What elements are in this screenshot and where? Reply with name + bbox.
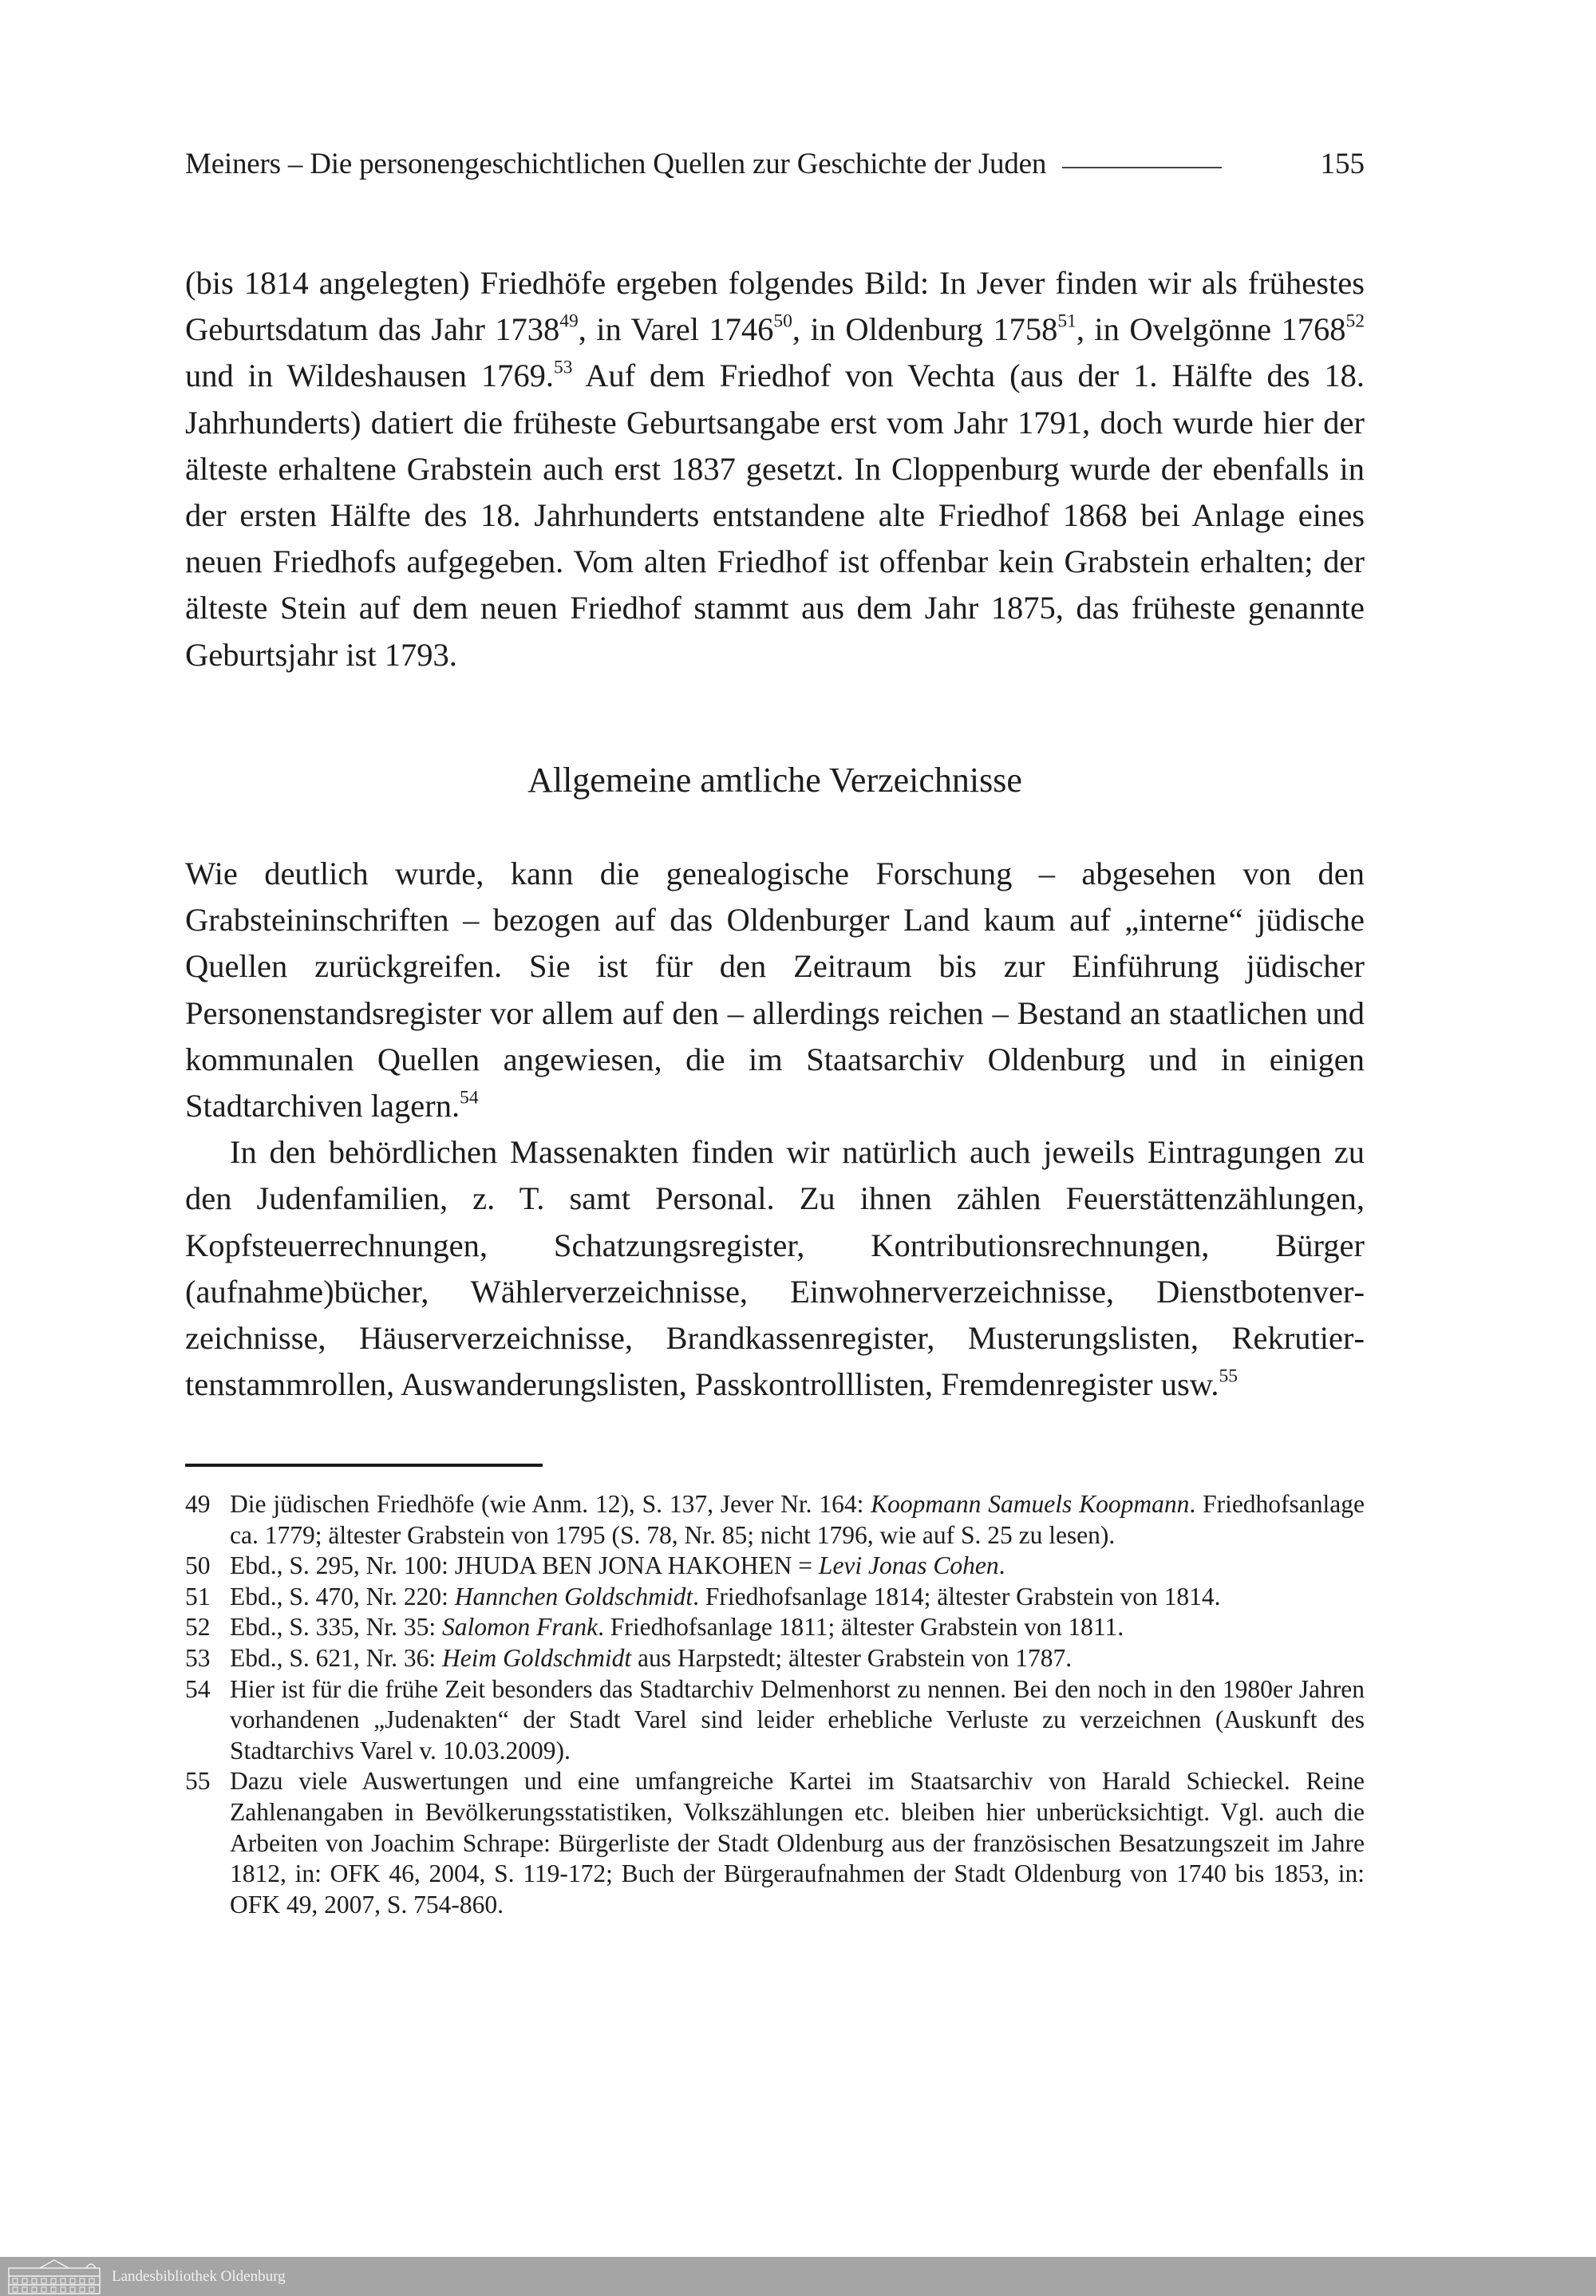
library-building-icon	[6, 2258, 102, 2294]
footnote-55	[185, 1766, 1365, 1920]
footnote-reference[interactable]: 54	[460, 1087, 479, 1108]
footnote-50	[185, 1551, 1365, 1582]
footnote-reference[interactable]: 53	[553, 357, 573, 378]
italic-name: Heim Goldschmidt	[442, 1643, 632, 1672]
italic-name: Levi Jonas Cohen	[818, 1551, 999, 1580]
footnote-number: 49	[185, 1490, 211, 1518]
running-head	[185, 147, 1365, 192]
footnote-number: 50	[185, 1551, 211, 1580]
text-run: Ebd., S. 295, Nr. 100: JHUDA BEN JONA HAKOHEN =	[230, 1551, 819, 1580]
footnote-54	[185, 1674, 1365, 1767]
footnote-number: 53	[185, 1643, 211, 1672]
footnote-53	[185, 1643, 1365, 1674]
footnote-51	[185, 1582, 1365, 1613]
footnote-reference[interactable]: 50	[773, 310, 792, 332]
text-run: Wie deutlich wurde, kann die genealogische Forschung – abgesehen von den Grabsteininschriften – bezogen auf das Oldenburger Land kaum auf „interne“ jüdische Quellen zurückgreifen. Sie ist für den Zeitraum bis zur Einführung jüdischer Personenstandsregister vor allem auf den – allerdings reichen – Bestand an staatlichen und kommunalen Quellen angewiesen, die im Staatsarchiv Oldenburg und in einigen Stadtarchiven lagern.	[185, 856, 1365, 1124]
page-number: 155	[1320, 148, 1365, 180]
footnote-text	[230, 1582, 1365, 1613]
footnote-number: 54	[185, 1674, 211, 1703]
text-run: In den behördlichen Massenakten finden wir natürlich auch jeweils Eintragungen zu den Judenfamilien, z. T. samt Personal. Zu ihnen zählen Feuerstättenzählungen, Kopfsteuerrechnungen, Schatzungsregister, Kontributionsrechnungen, Bürger (aufnahme)bücher, Wählerverzeichnisse, Einwohnerverzeichnisse, Dienstbotenverzeichnisse, Häuserverzeichnisse, Brandkassenregister, Musterungslisten, Rekrutiertenstammrollen, Auswanderungslisten, Passkontrolllisten, Fremdenregister usw.	[185, 1134, 1365, 1403]
running-head-title: Meiners – Die personengeschichtlichen Quellen zur Geschichte der Juden	[185, 148, 1047, 180]
footnote-reference[interactable]: 55	[1219, 1365, 1238, 1387]
italic-name: Koopmann Samuels Koopmann	[871, 1490, 1190, 1518]
text-run: Die jüdischen Friedhöfe (wie Anm. 12), S. 137, Jever Nr. 164:	[230, 1490, 871, 1518]
text-run: Hier ist für die frühe Zeit besonders das Stadtarchiv Delmenhorst zu nennen. Bei den noch in den 1980er Jahren vorhandenen „Judenakten“ der Stadt Varel sind leider erhebliche Verluste zu verzeichnen (Auskunft des Stadtarchivs Varel v. 10.03.2009).	[230, 1674, 1365, 1764]
footnote-number: 52	[185, 1613, 211, 1642]
footnote-49	[185, 1489, 1365, 1551]
text-run: (bis 1814 angelegten) Friedhöfe ergeben folgendes Bild: In Jever finden wir als frühestes Geburtsdatum das Jahr 1738	[185, 265, 1365, 348]
text-run: Ebd., S. 621, Nr. 36:	[230, 1643, 443, 1672]
text-run: Dazu viele Auswertungen und eine umfangreiche Kartei im Staatsarchiv von Harald Schieckel. Reine Zahlenangaben in Bevölkerungsstatistiken, Volkszählungen etc. bleiben hier unberücksichtigt. Vgl. auch die Arbeiten von Joachim Schrape: Bürgerliste der Stadt Oldenburg aus der französischen Besatzungszeit im Jahre 1812, in: OFK 46, 2004, S. 119-172; Buch der Bürgeraufnahmen der Stadt Oldenburg von 1740 bis 1853, in: OFK 49, 2007, S. 754-860.	[230, 1767, 1365, 1919]
footnote-reference[interactable]: 49	[559, 310, 579, 332]
text-run: . Friedhofsanlage 1814; ältester Grabstein von 1814.	[693, 1582, 1221, 1610]
paragraph	[185, 851, 1365, 1129]
footnote-separator	[185, 1464, 543, 1467]
library-name: Landesbibliothek Oldenburg	[112, 2267, 286, 2285]
footnotes	[185, 1489, 1365, 1920]
footnote-52	[185, 1612, 1365, 1643]
text-run: . Friedhofsanlage 1811; ältester Grabstein von 1811.	[598, 1613, 1124, 1642]
footnote-number: 55	[185, 1767, 211, 1796]
section-heading: Allgemeine amtliche Verzeichnisse	[527, 761, 1022, 800]
footnote-text	[230, 1612, 1365, 1643]
text-run: und in Wildeshausen 1769.	[185, 358, 554, 394]
footnote-text	[230, 1489, 1365, 1551]
italic-name: Salomon Frank	[442, 1613, 598, 1642]
text-run: Auf dem Friedhof von Vechta (aus der 1. Hälfte des 18. Jahrhunderts) datiert die früheste Geburtsangabe erst vom Jahr 1791, doch wurde hier der älteste erhaltene Grabstein auch erst 1837 gesetzt. In Cloppenburg wurde der ebenfalls in der ersten Hälfte des 18. Jahrhunderts entstandene alte Friedhof 1868 bei Anlage eines neuen Friedhofs aufgegeben. Vom alten Friedhof ist offenbar kein Grabstein erhalten; der älteste Stein auf dem neuen Friedhof stammt aus dem Jahr 1875, das früheste genannte Geburtsjahr ist 1793.	[185, 358, 1365, 673]
italic-name: Hannchen Goldschmidt	[454, 1582, 693, 1610]
text-run: .	[998, 1551, 1005, 1580]
footnote-number: 51	[185, 1582, 211, 1610]
body-paragraph-1	[185, 260, 1365, 678]
footnote-reference[interactable]: 51	[1057, 310, 1077, 332]
text-run: , in Ovelgönne 1768	[1076, 311, 1346, 348]
paragraph	[185, 260, 1365, 678]
text-run: Ebd., S. 335, Nr. 35:	[230, 1613, 443, 1642]
text-run: aus Harpstedt; ältester Grabstein von 1787.	[631, 1643, 1073, 1672]
running-head-rule	[1062, 167, 1222, 168]
text-run: , in Varel 1746	[578, 311, 774, 348]
footnote-text	[230, 1551, 1365, 1582]
text-run: . Friedhofsanlage ca. 1779; ältester Grabstein von 1795 (S. 78, Nr. 85; nicht 1796, wie auf S. 25 zu lesen).	[230, 1490, 1365, 1549]
body-section-text	[185, 851, 1365, 1408]
text-run: Ebd., S. 470, Nr. 220:	[230, 1582, 455, 1610]
footnote-reference[interactable]: 52	[1345, 310, 1365, 332]
footnote-text	[230, 1643, 1365, 1674]
footer-bar	[0, 2257, 1596, 2296]
footnote-text	[230, 1674, 1365, 1767]
text-run: , in Oldenburg 1758	[792, 311, 1058, 348]
paragraph	[185, 1129, 1365, 1408]
footnote-text	[230, 1766, 1365, 1920]
